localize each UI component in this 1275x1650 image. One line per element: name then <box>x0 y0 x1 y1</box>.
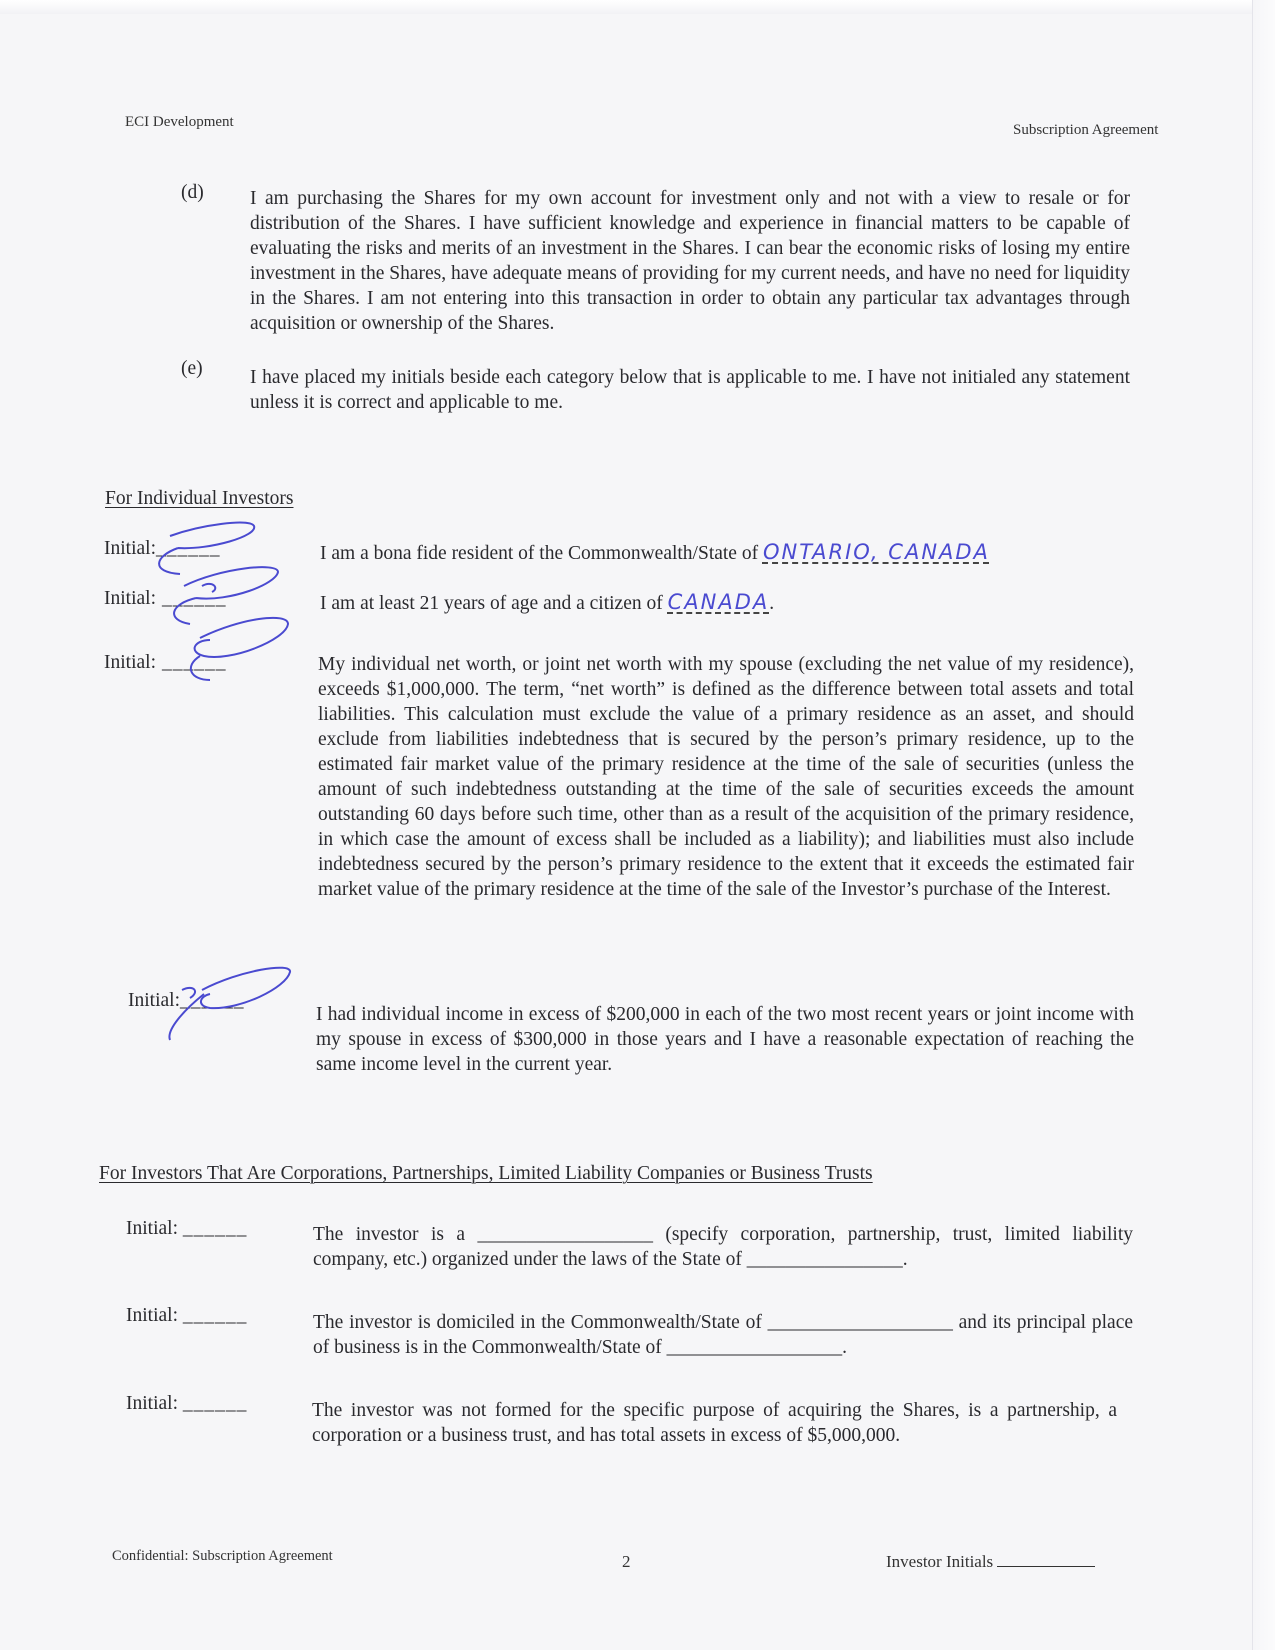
page-number: 2 <box>622 1552 631 1571</box>
section-title-entity: For Investors That Are Corporations, Partnerships, Limited Liability Companies or Business Trusts <box>99 1163 873 1184</box>
header-company: ECI Development <box>125 114 234 130</box>
individual-item-1-text <box>320 540 1120 566</box>
entity-item-1-text: The investor is a __________________ (specify corporation, partnership, trust, limited liability company, etc.) organized under the laws of the State of ________________. <box>313 1224 1133 1270</box>
section-title-individual: For Individual Investors <box>105 488 294 509</box>
individual-item-4-text: I had individual income in excess of $200,000 in each of the two most recent years or joint income with my spouse in excess of $300,000 in those years and I have a reasonable expectation of reaching the same income level in the current year. <box>316 1004 1134 1075</box>
initial-label: Initial: <box>126 1305 178 1326</box>
initial-blank: ______ <box>182 1305 248 1326</box>
initial-field-entity-1[interactable] <box>126 1218 247 1240</box>
handwritten-initial-mark-4 <box>160 960 300 1050</box>
initial-blank: ______ <box>182 1218 248 1239</box>
investor-initials-line <box>997 1566 1095 1567</box>
individual-item-3-text: My individual net worth, or joint net worth with my spouse (excluding the net value of my residence), exceeds $1,000,000. The term, “net worth” is defined as the difference between total assets and total liabilities. This calculation must exclude the value of a primary residence as an asset, and should exclude from liabilities indebtedness that is secured by the person’s primary residence, up to the estimated fair market value of the primary residence at the time of the sale of securities (unless the amount of such indebtedness outstanding at the time of the sale of securities exceeds the amount outstanding 60 days before such time, other than as a result of the acquisition of the primary residence, in which case the amount of excess shall be included as a liability); and liabilities must also include indebtedness secured by the person’s primary residence to the extent that it exceeds the estimated fair market value of the primary residence at the time of the sale of the Investor’s purchase of the Interest. <box>318 654 1134 900</box>
initial-blank: ______ <box>162 588 227 609</box>
statement-text: I am a bona fide resident of the Commonwealth/State of <box>320 543 763 564</box>
handwritten-state-value[interactable]: ONTARIO, CANADA <box>762 540 990 564</box>
clause-e-label: (e) <box>181 358 203 379</box>
initial-label: Initial: <box>104 588 156 609</box>
initial-label: Initial: <box>126 1393 178 1414</box>
initial-field-entity-2[interactable] <box>126 1305 247 1327</box>
individual-item-2-text: I am at least 21 years of age and a citizen of CANADA. <box>320 590 775 614</box>
handwritten-country-value[interactable]: CANADA <box>667 590 770 614</box>
investor-initials-field[interactable] <box>886 1552 1095 1572</box>
entity-item-3-text: The investor was not formed for the specific purpose of acquiring the Shares, is a partnership, a corporation or a business trust, and has total assets in excess of $5,000,000. <box>312 1400 1117 1446</box>
scan-edge-right <box>1252 0 1275 1650</box>
initial-blank: ______ <box>156 538 221 559</box>
clause-d-label: (d) <box>181 182 204 203</box>
header-document-title: Subscription Agreement <box>1013 122 1159 138</box>
initial-label: Initial: <box>104 538 156 559</box>
initial-label: Initial: <box>128 990 180 1011</box>
scan-edge-top <box>0 0 1275 14</box>
initial-blank: ______ <box>182 1393 248 1414</box>
initial-label: Initial: <box>104 652 156 673</box>
initial-label: Initial: <box>126 1218 178 1239</box>
clause-d-text: I am purchasing the Shares for my own account for investment only and not with a view to resale or for distribution of the Shares. I have sufficient knowledge and experience in financial matters to be capable of evaluating the risks and merits of an investment in the Shares. I can bear the economic risks of losing my entire investment in the Shares, have adequate means of providing for my current needs, and have no need for liquidity in the Shares. I am not entering into this transaction in order to obtain any particular tax advantages through acquisition or ownership of the Shares. <box>250 188 1130 334</box>
initial-blank: ______ <box>162 652 227 673</box>
clause-e-text: I have placed my initials beside each category below that is applicable to me. I have not initialed any statement unless it is correct and applicable to me. <box>250 367 1130 413</box>
handwritten-initial-mark-3 <box>170 610 290 690</box>
investor-initials-label: Investor Initials <box>886 1552 994 1571</box>
entity-item-2-text: The investor is domiciled in the Commonwealth/State of ___________________ and its principal place of business is in the Commonwealth/State of __________________. <box>313 1312 1133 1358</box>
initial-field-entity-3[interactable] <box>126 1393 247 1415</box>
statement-text: I am at least 21 years of age and a citizen of <box>320 593 668 614</box>
initial-blank: ______ <box>180 990 245 1011</box>
footer-confidential: Confidential: Subscription Agreement <box>112 1548 333 1564</box>
